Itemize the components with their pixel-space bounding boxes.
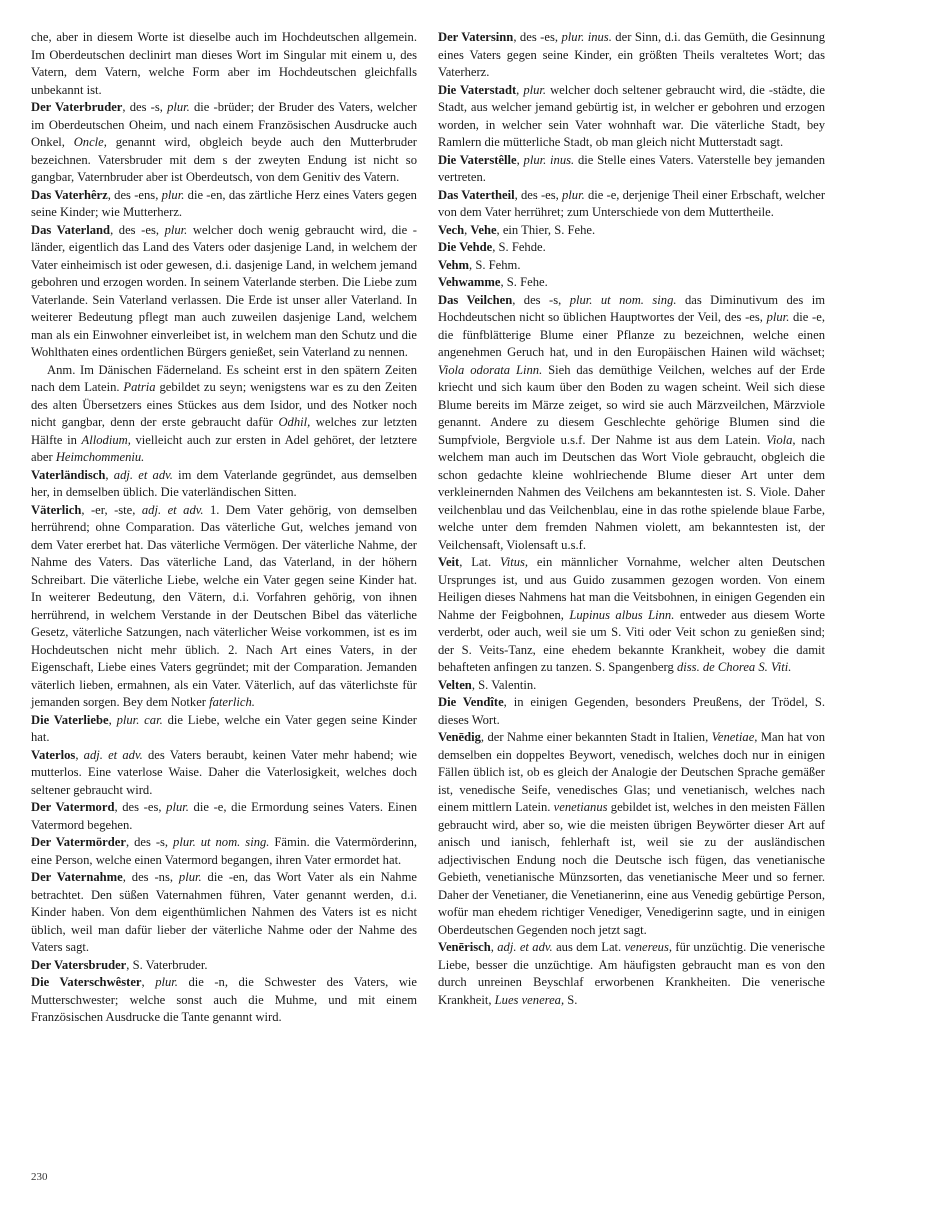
dictionary-entry: Die Vaterliebe, plur. car. die Liebe, welche ein Vater gegen seine Kinder hat. <box>31 712 417 744</box>
dictionary-entry: Vaterländisch, adj. et adv. im dem Vaterlande gegründet, aus demselben her, in demselben üblich. Die vaterländischen Sitten. <box>31 467 418 499</box>
dictionary-entry: Der Vatersbruder, S. Vaterbruder. <box>31 957 208 972</box>
dictionary-entry: Die Vendîte, in einigen Gegenden, besonders Preußens, der Trödel, S. dieses Wort. <box>438 695 825 727</box>
dictionary-entry: Venērisch, adj. et adv. aus dem Lat. venereus, für unzüchtig. Die venerische Liebe, besser die unzüchtige. Am häufigsten gebraucht man es von den durch unreinen Beyschlaf erworbenen Krankheiten. Die venerische Krankheit, Lues venerea, S. <box>438 940 826 1007</box>
dictionary-entry: Der Vatermörder, des -s, plur. ut nom. sing. Fämin. die Vatermörderinn, eine Person, welche einen Vatermord begangen, ihren Vater ermordet hat. <box>31 835 418 867</box>
dictionary-entry: Der Vaternahme, des -ns, plur. die -en, das Wort Vater als ein Nahme betrachtet. Den süßen Vaternahmen führen, Vater genannt werden, d.i. Kinder haben. Von dem eigenthümlichen Nahmen des Vaters ist es nicht üblich, weil man dafür lieber der väterliche Nahme oder der Nahme des Vaters sagt. <box>31 870 417 954</box>
dictionary-entry: Der Vatermord, des -es, plur. die -e, die Ermordung seines Vaters. Einen Vatermord begehen. <box>31 800 417 832</box>
dictionary-entry: Das Vaterhêrz, des -ens, plur. die -en, das zärtliche Herz eines Vaters gegen seine Kinder; wie Mutterherz. <box>31 187 417 219</box>
dictionary-entry: Vech, Vehe, ein Thier, S. Fehe. <box>438 222 596 237</box>
dictionary-entry: Der Vatersinn, des -es, plur. inus. der Sinn, d.i. das Gemüth, die Gesinnung eines Vaters gegen seine Kinder, ein größten Theils veraltetes Wort; das Vaterherz. <box>438 30 825 79</box>
dictionary-entry: Der Vaterbruder, des -s, plur. die -brüder; der Bruder des Vaters, welcher im Oberdeutschen Oheim, und nach einem Französischen Ausdrucke auch Onkel, Oncle, genannt wird, obgleich beyde auch den Mutterbruder bezeichnen. Vatersbruder mit dem s der zweyten Endung ist nicht so gangbar, Vaternbruder aber ist Oberdeutsch, von dem Genitiv des Vatern. <box>31 100 418 184</box>
dictionary-entry: Anm. Im Dänischen Fäderneland. Es scheint erst in den spätern Zeiten nach dem Latein. Patria gebildet zu seyn; wenigstens war es zu den Zeiten des alten Übersetzers eines Stückes aus dem Isidor, und des Notker noch nicht gangbar, denn der erste gebraucht dafür Odhil, welches zur letzten Hälfte in Allodium, vielleicht auch zur ersten in Adel gehöret, der letztere aber Heimchommeniu. <box>31 362 418 464</box>
dictionary-entry: Velten, S. Valentin. <box>438 677 537 692</box>
dictionary-entry: Das Vaterland, des -es, plur. welcher doch wenig gebraucht wird, die -länder, eigentlich das Land des Vaters oder dasjenige Land, in welchem der Vater einheimisch ist oder gewesen, d.i. dasjenige Land, in welchem jemand gebohren und erzogen worden. In seinem Vaterlande sterben. Die Liebe zum Vaterlande. Sein Vaterland verlassen. Die Erde ist unser aller Vaterland. In weiterer Bedeutung pflegt man auch zuweilen dasjenige Land, welchem man als ein Einwohner einverleibet ist, in welchem man den Schutz und die Wohlthaten eines ordentlichen Bürgers genießet, sein Vaterland zu nennen. <box>31 222 417 359</box>
dictionary-entry: Das Vatertheil, des -es, plur. die -e, derjenige Theil einer Erbschaft, welcher von dem Vater herrühret; zum Unterschiede von dem Muttertheile. <box>438 187 826 219</box>
dictionary-entry: Venēdig, der Nahme einer bekannten Stadt in Italien, Venetiae, Man hat von demselben ein doppeltes Beywort, venedisch, welches doch nur in einigen Fällen üblich ist, ob es gleich der Analogie der Deutschen Sprache gemäßer ist, venedische Seife, venedisches Glas; und venetianisch, welches nach einem mittlern Latein. venetianus gebildet ist, welches in den meisten Fällen gebraucht wird, aber so, wie die meisten übrigen Beywörter dieser Art auf anisch und ianisch, fehlerhaft ist, weil sie zu der ausländischen adjectivischen Endung noch die Deutsche isch fügen, das venetianische Gebieth, venetianische Münzsorten, das venetianische Meer und so ferner. Daher der Venetianer, die Venetianerinn, eine aus Venedig gebürtige Person, wofür man ehedem richtiger Venediger, Venedigerinn sagte, und in einigen Oberdeutschen Gegenden noch jetzt sagt. <box>438 730 825 937</box>
dictionary-entry: Väterlich, -er, -ste, adj. et adv. 1. Dem Vater gehörig, von demselben herrührend; ohne Comparation. Das väterliche Gut, welches jemand von dem Vater ererbet hat. Das väterliche Vermögen. Der väterliche Nahme, der Nahme des Vaters. Das väterliche Land, das Vaterland, in der höhern Schreibart. Die väterliche Liebe, welche ein Vater gegen seine Kinder hat. In weiterer Bedeutung, den Vätern, d.i. Vorfahren gehörig, von ihnen herrührend, in welchem Verstande in der Deutschen Bibel das väterliche Gesetz, väterliche Satzungen, nach väterlicher Weise vorkommen, ist es im Hochdeutschen nicht mehr üblich. 2. Nach Art eines Vaters, in der Eigenschaft, Liebe eines Vaters gegründet; mit der Comparation. Jemanden väterlich lieben, ermahnen, als ein Vater. Väterlich, auf das väterlichste für jemanden sorgen. Bey dem Notker faterlich. <box>31 502 417 709</box>
dictionary-entry: Die Vaterstêlle, plur. inus. die Stelle eines Vaters. Vaterstelle bey jemanden vertreten. <box>438 152 825 184</box>
dictionary-entry: Vehm, S. Fehm. <box>438 257 521 272</box>
left-column <box>31 29 417 1027</box>
dictionary-entry: Veit, Lat. Vitus, ein männlicher Vornahme, welcher alten Deutschen Ursprunges ist, und aus Guido zusammen gezogen worden. Von einem Heiligen dieses Nahmens hat man die Veitsbohnen, in einigen Gegenden ein Nahme der Feigbohnen, Lupinus albus Linn. entweder aus diesem Worte verderbt, oder auch, weil sie um S. Viti oder Veit schon zu genießen sind; der S. Veits-Tanz, eine ehedem bekannte Krankheit, wobey die damit behafteten anfingen zu tanzen. S. Spangenberg diss. de Chorea S. Viti. <box>438 555 825 674</box>
dictionary-entry: Das Veilchen, des -s, plur. ut nom. sing. das Diminutivum des im Hochdeutschen nicht so üblichen Hauptwortes der Veil, des -es, plur. die -e, die fünfblätterige Blume einer Pflanze zu bezeichnen, welche einen angenehmen Geruch hat, und in den Europäischen Hainen wild wächset; Viola odorata Linn. Sieh das demüthige Veilchen, welches auf der Erde kriecht und sich kaum über den Boden zu wagen scheint. Weil sich diese Blume bereits im Märze zeiget, so wird sie auch Märzveilchen, Märzviole genannt. Andere zu diesem Geschlechte gehörige Blumen sind die Sumpfviole, Bergviole u.s.f. Der Nahme ist aus dem Latein. Viola, nach welchem man auch im Deutschen das Wort Viole gebraucht, obgleich die schon gedachte kleine wohlriechende Blume dieser Art unter dem verkleinernden Nahmen des Veilchens am bekanntesten ist. S. Viole. Daher veilchenblau und das Veilchenblau, eine in das rothe spielende blaue Farbe, welche unter dem fremden Nahmen violett, am bekanntesten ist, der Veilchensaft, Violensaft u.s.f. <box>438 292 826 552</box>
dictionary-entry: che, aber in diesem Worte ist dieselbe auch im Hochdeutschen allgemein. Im Oberdeutschen declinirt man dieses Wort im Singular mit einem u, des Vatern, dem Vatern, welche Form aber im Hochdeutschen gleichfalls unbekannt ist. <box>31 30 417 97</box>
dictionary-entry: Die Vehde, S. Fehde. <box>438 240 546 254</box>
page-number: 230 <box>31 1171 48 1183</box>
dictionary-entry: Die Vaterschwêster, plur. die -n, die Schwester des Vaters, wie Mutterschwester; welche sonst auch die Muhme, und mit einem Französischen Ausdrucke die Tante genannt wird. <box>31 975 417 1024</box>
dictionary-entry: Vaterlos, adj. et adv. des Vaters beraubt, keinen Vater mehr habend; wie mutterlos. Eine vaterlose Waise. Daher die Vaterlosigkeit, welches doch seltener gebraucht wird. <box>31 747 418 797</box>
dictionary-entry: Die Vaterstadt, plur. welcher doch seltener gebraucht wird, die -städte, die Stadt, aus welcher jemand gebürtig ist, in welcher er gebohren und erzogen worden, in welcher sein Vater wohnhaft war. Die väterliche Stadt, bey Ramlern die mütterliche Stadt, ob man gleich nicht Mutterstadt sagt. <box>438 82 825 149</box>
dictionary-entry: Vehwamme, S. Fehe. <box>438 275 548 289</box>
right-column <box>438 29 825 1009</box>
